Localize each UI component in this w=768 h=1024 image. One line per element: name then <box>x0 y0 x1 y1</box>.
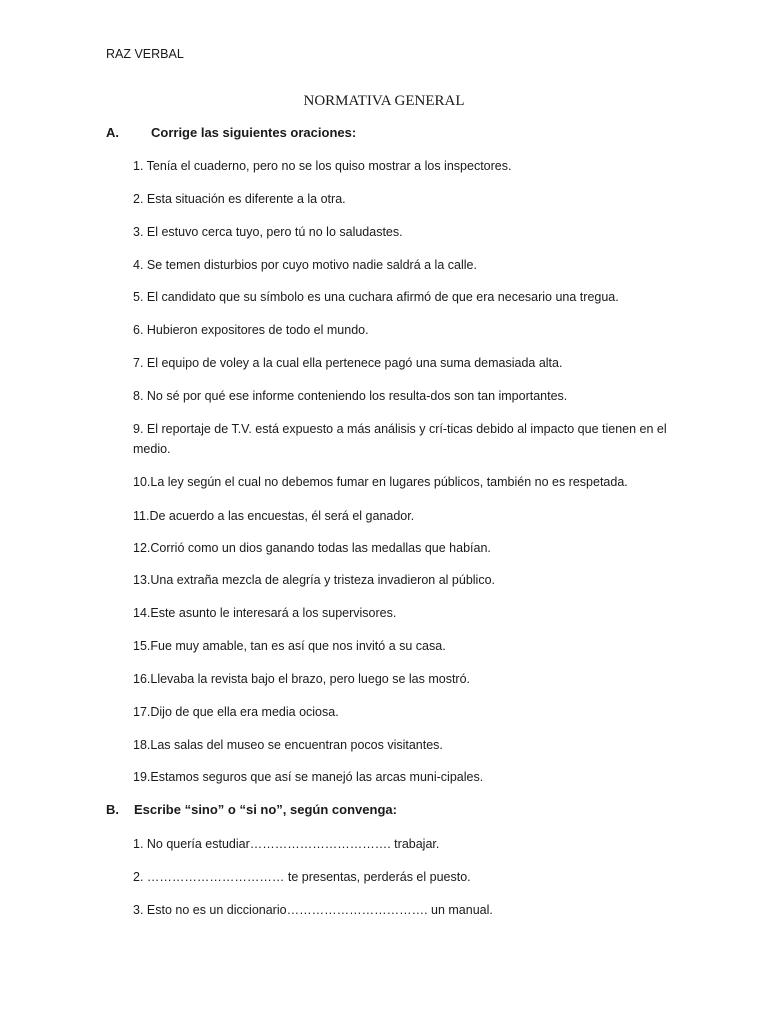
section-a-item: 1. Tenía el cuaderno, pero no se los quiso mostrar a los inspectores. <box>133 159 512 173</box>
section-a-heading <box>106 125 356 140</box>
section-a-item: 11.De acuerdo a las encuestas, él será el ganador. <box>133 509 415 523</box>
section-a-item: 6. Hubieron expositores de todo el mundo. <box>133 323 369 337</box>
section-a-item: 3. El estuvo cerca tuyo, pero tú no lo saludastes. <box>133 225 403 239</box>
section-a-item: 16.Llevaba la revista bajo el brazo, pero luego se las mostró. <box>133 672 470 686</box>
section-a-item: 15.Fue muy amable, tan es así que nos invitó a su casa. <box>133 639 446 653</box>
section-a-item: 19.Estamos seguros que así se manejó las arcas muni-cipales. <box>133 770 484 784</box>
section-b-item: 2. …………………………… te presentas, perderás el puesto. <box>133 870 471 884</box>
section-a-item: 5. El candidato que su símbolo es una cuchara afirmó de que era necesario una tregua. <box>133 290 619 304</box>
section-a-letter: A. <box>106 125 119 140</box>
section-a-title: Corrige las siguientes oraciones: <box>151 125 357 140</box>
section-b-title: Escribe “sino” o “si no”, según convenga: <box>134 802 397 817</box>
page-title: NORMATIVA GENERAL <box>303 93 465 109</box>
section-a-item: 10.La ley según el cual no debemos fumar en lugares públicos, también no es respetada. <box>133 475 628 489</box>
section-b-item: 3. Esto no es un diccionario……………………………. un manual. <box>133 903 493 917</box>
section-a-item: 8. No sé por qué ese informe conteniendo los resulta-dos son tan importantes. <box>133 389 568 403</box>
section-b-item: 1. No quería estudiar……………………………. trabajar. <box>133 837 440 851</box>
section-a-item: 9. El reportaje de T.V. está expuesto a más análisis y crí-ticas debido al impacto que tienen en el medio. <box>133 422 667 456</box>
section-a-item: 7. El equipo de voley a la cual ella pertenece pagó una suma demasiada alta. <box>133 356 563 370</box>
section-b-heading <box>106 802 397 817</box>
section-b-letter: B. <box>106 802 119 817</box>
section-a-item: 13.Una extraña mezcla de alegría y tristeza invadieron al público. <box>133 573 496 587</box>
section-a-item: 14.Este asunto le interesará a los supervisores. <box>133 606 397 620</box>
section-a-item: 2. Esta situación es diferente a la otra. <box>133 192 346 206</box>
header-label: RAZ VERBAL <box>106 47 184 61</box>
section-a-item: 18.Las salas del museo se encuentran pocos visitantes. <box>133 738 443 752</box>
section-a-item: 17.Dijo de que ella era media ociosa. <box>133 705 339 719</box>
section-a-item: 4. Se temen disturbios por cuyo motivo nadie saldrá a la calle. <box>133 258 477 272</box>
section-a-item: 12.Corrió como un dios ganando todas las medallas que habían. <box>133 541 491 555</box>
